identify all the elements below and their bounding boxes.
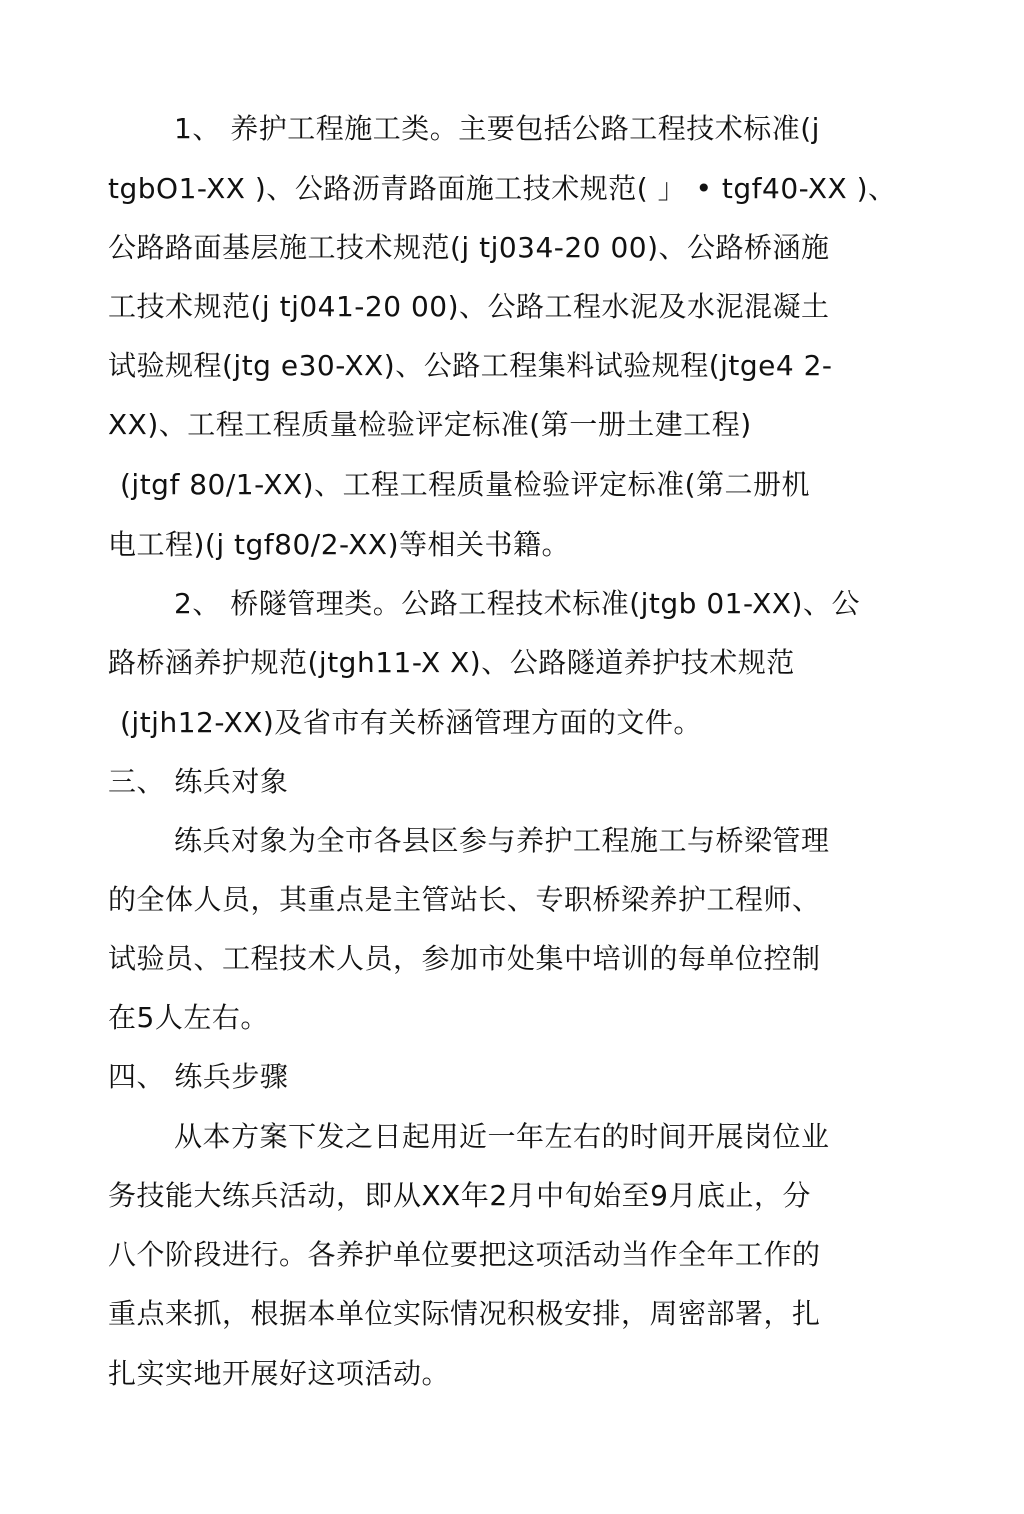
text-line: 八个阶段进行。各养护单位要把这项活动当作全年工作的 (108, 1238, 821, 1271)
text-line: 电工程)(j tgf80/2-XX)等相关书籍。 (108, 528, 571, 561)
text-line: 扎实实地开展好这项活动。 (108, 1357, 451, 1390)
text-line: (jtgf 80/1-XX)、工程工程质量检验评定标准(第二册机 (120, 468, 811, 501)
text-line: tgbO1-XX )、公路沥青路面施工技术规范( 」 • tgf40-XX )、 (108, 172, 897, 205)
text-line: 试验规程(jtg e30-XX)、公路工程集料试验规程(jtge4 2- (108, 349, 833, 382)
text-line: 工技术规范(j tj041-20 00)、公路工程水泥及水泥混凝土 (108, 290, 830, 323)
section-heading: 三、 练兵对象 (108, 765, 289, 798)
text-line: 从本方案下发之日起用近一年左右的时间开展岗位业 (174, 1120, 830, 1153)
text-line: 务技能大练兵活动，即从XX年2月中旬始至9月底止，分 (108, 1179, 811, 1212)
text-line: 的全体人员，其重点是主管站长、专职桥梁养护工程师、 (108, 883, 821, 916)
text-line: 公路路面基层施工技术规范(j tj034-20 00)、公路桥涵施 (108, 231, 830, 264)
text-line: 练兵对象为全市各县区参与养护工程施工与桥梁管理 (174, 824, 830, 857)
text-line: XX)、工程工程质量检验评定标准(第一册土建工程) (108, 408, 752, 441)
section-heading: 四、 练兵步骤 (108, 1060, 289, 1093)
text-line: 在5人左右。 (108, 1001, 269, 1034)
text-line: 试验员、工程技术人员，参加市处集中培训的每单位控制 (108, 942, 821, 975)
text-line: 重点来抓，根据本单位实际情况积极安排，周密部署，扎 (108, 1297, 821, 1330)
text-line: 1、 养护工程施工类。主要包括公路工程技术标准(j (174, 112, 820, 145)
text-line: 2、 桥隧管理类。公路工程技术标准(jtgb 01-XX)、公 (174, 587, 860, 620)
text-line: 路桥涵养护规范(jtgh11-X X)、公路隧道养护技术规范 (108, 646, 795, 679)
text-line: (jtjh12-XX)及省市有关桥涵管理方面的文件。 (120, 706, 702, 739)
